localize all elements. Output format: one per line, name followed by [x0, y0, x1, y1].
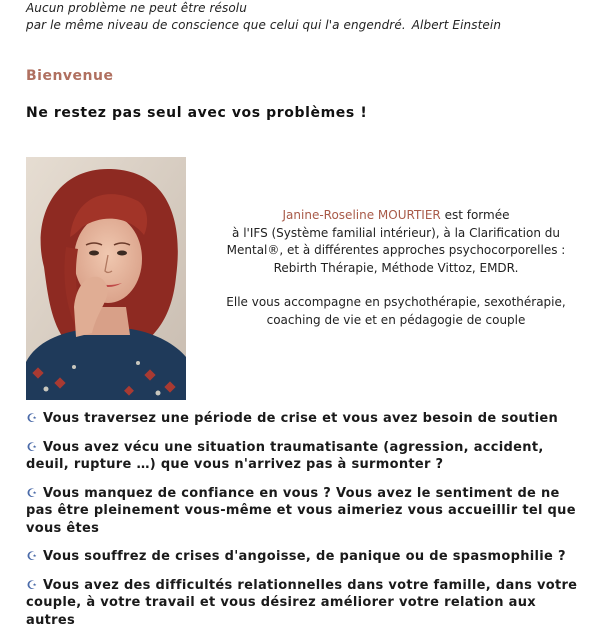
list-item — [26, 485, 586, 538]
list-item — [26, 548, 586, 566]
question-text: Vous avez des difficultés relationnelles dans votre famille, dans votre couple, à votre travail et vous désirez améliorer votre relation aux autres — [26, 577, 578, 628]
bullet-icon: ☪ — [26, 439, 38, 454]
list-item — [26, 439, 586, 474]
quote-line-2 — [26, 17, 501, 34]
quote-author: Albert Einstein — [411, 18, 502, 32]
portrait-photo — [26, 157, 186, 400]
quote-text: par le même niveau de conscience que celui qui l'a engendré. — [26, 18, 406, 32]
bio-line-3: Mental®, et à différentes approches psychocorporelles : — [226, 243, 566, 257]
bio-line-4: Rebirth Thérapie, Méthode Vittoz, EMDR. — [273, 260, 519, 275]
portrait-illustration — [26, 157, 186, 400]
question-text: Vous manquez de confiance en vous ? Vous avez le sentiment de ne pas être pleinement vous-même et vous aimeriez vous accueillir tel que vous êtes — [26, 485, 576, 536]
services-line-2: coaching de vie et en pédagogie de couple — [266, 312, 526, 327]
bullet-icon: ☪ — [26, 485, 38, 500]
bio-intro-rest: est formée — [440, 208, 510, 222]
questions-list — [26, 410, 586, 640]
question-text: Vous souffrez de crises d'angoisse, de panique ou de spasmophilie ? — [43, 549, 566, 564]
bullet-icon: ☪ — [26, 549, 38, 563]
bio-paragraph-training — [196, 207, 596, 277]
services-line-1: Elle vous accompagne en psychothérapie, sexothérapie, — [226, 295, 566, 309]
practitioner-name: Janine-Roseline MOURTIER — [282, 208, 441, 222]
list-item — [26, 410, 586, 428]
bullet-icon: ☪ — [26, 411, 38, 425]
welcome-heading: Bienvenue — [26, 68, 114, 84]
bio-paragraph-services — [196, 294, 596, 329]
page-headline: Ne restez pas seul avec vos problèmes ! — [26, 105, 368, 121]
question-text: Vous traversez une période de crise et vous avez besoin de soutien — [43, 411, 559, 426]
question-text: Vous avez vécu une situation traumatisante (agression, accident, deuil, rupture …) que vous n'arrivez pas à surmonter ? — [26, 439, 544, 472]
practitioner-bio — [196, 207, 596, 346]
bio-line-2: à l'IFS (Système familial intérieur), à la Clarification du — [232, 225, 560, 240]
epigraph-quote — [26, 0, 501, 34]
list-item — [26, 577, 586, 630]
quote-line-1: Aucun problème ne peut être résolu — [26, 1, 247, 15]
bullet-icon: ☪ — [26, 577, 38, 592]
